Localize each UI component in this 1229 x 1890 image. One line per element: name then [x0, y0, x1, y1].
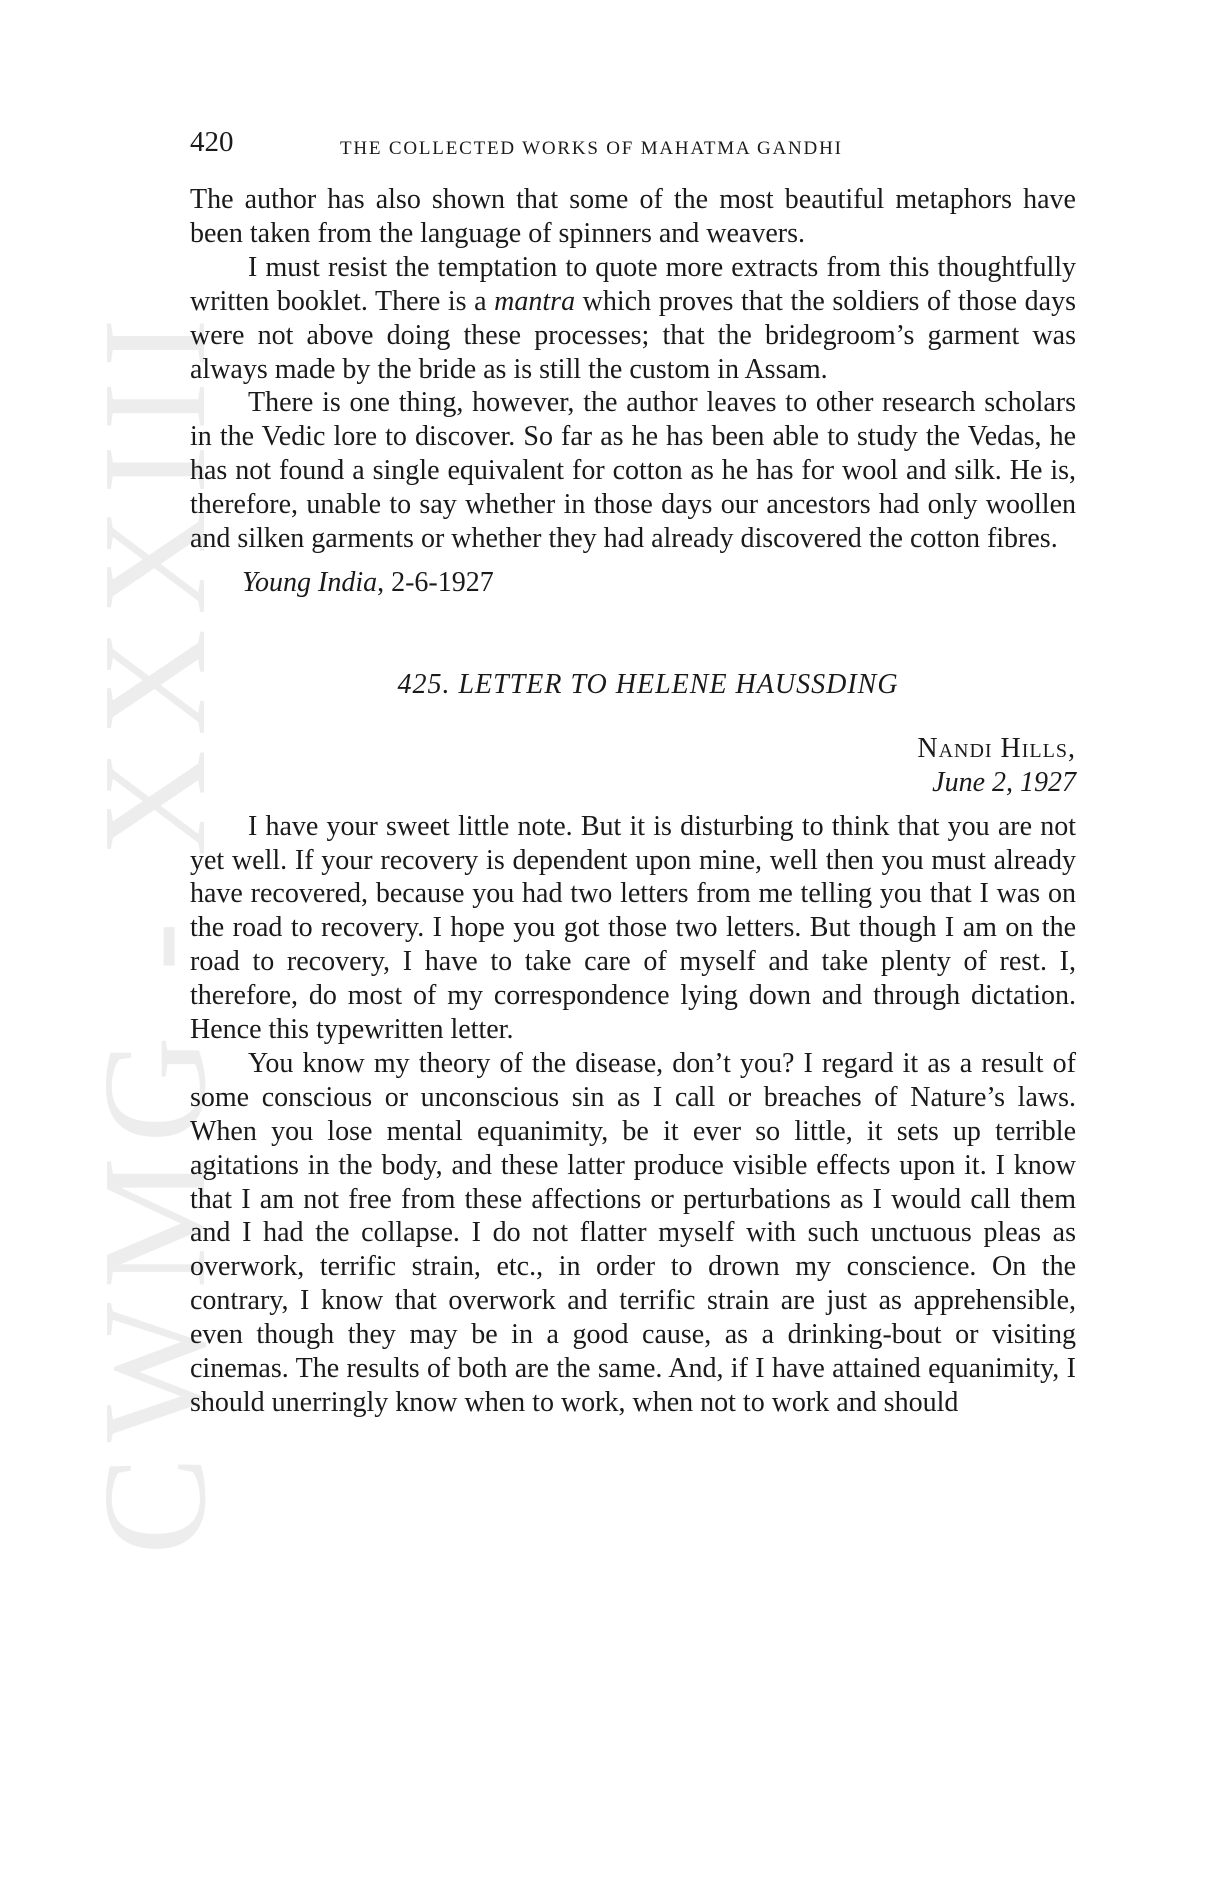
letter-title: 425. LETTER TO HELENE HAUSSDING [397, 668, 899, 700]
source-date: , 2-6-1927 [377, 566, 494, 598]
running-head: THE COLLECTED WORKS OF MAHATMA GANDHI [340, 138, 843, 159]
letter-place: Nandi Hills, [917, 732, 1076, 764]
paragraph-2 [190, 251, 1076, 387]
paragraph-2-italic: mantra [494, 285, 576, 317]
paragraph-3: There is one thing, however, the author leaves to other research scholars in the Vedic lore to discover. So far as he has been able to study the Vedas, he has not found a single equivalent for cotton as he has for wool and silk. He is, therefore, unable to say whether in those days our ancestors had only woollen and silken garments or whether they had already discovered the cotton fibres. [190, 387, 1076, 555]
source-publication: Young India [242, 566, 378, 598]
letter-paragraph-1: I have your sweet little note. But it is disturbing to think that you are not yet well. If your recovery is dependent upon mine, well then you must already have recovered, because you had two letters from me telling you that I was on the road to recovery. I hope you got those two letters. But though I am on the road to recovery, I have to take care of myself and take plenty of rest. I, therefore, do most of my correspondence lying down and through dictation. Hence this typewritten letter. [190, 810, 1076, 1046]
page-body [190, 183, 1076, 1420]
watermark: CWMG - XXXIII [73, 304, 237, 1555]
letter-paragraph-2: You know my theory of the disease, don’t you? I regard it as a result of some conscious or unconscious sin as I call or breaches of Nature’s laws. When you lose mental equanimity, be it ever so little, it sets up terrible agitations in the body, and these latter produce visible effects upon it. I know that I am not free from these affections or perturbations as I would call them and I had the collapse. I do not flatter myself with such unctuous pleas as overwork, terrific strain, etc., in order to drown my conscience. On the contrary, I know that overwork and terrific strain are just as apprehensible, even though they may be in a good cause, as a drinking-bout or visiting cinemas. The results of both are the same. And, if I have attained equanimity, I should unerringly know when to work, when not to work and should [190, 1047, 1076, 1418]
page-number: 420 [190, 126, 234, 158]
source-citation [242, 566, 1076, 600]
letter-date: June 2, 1927 [932, 766, 1076, 798]
paragraph-2-text-a: I must resist the temptation to quote more extracts from this thoughtfully written booklet. There is a [190, 251, 1076, 317]
paragraph-1: The author has also shown that some of the most beautiful metaphors have been taken from the language of spinners and weavers. [190, 184, 1076, 249]
page-header [190, 126, 1076, 166]
paragraph-2-text-b: which proves that the soldiers of those days were not above doing these processes; that the bridegroom’s garment was always made by the bride as is still the custom in Assam. [190, 285, 1076, 385]
